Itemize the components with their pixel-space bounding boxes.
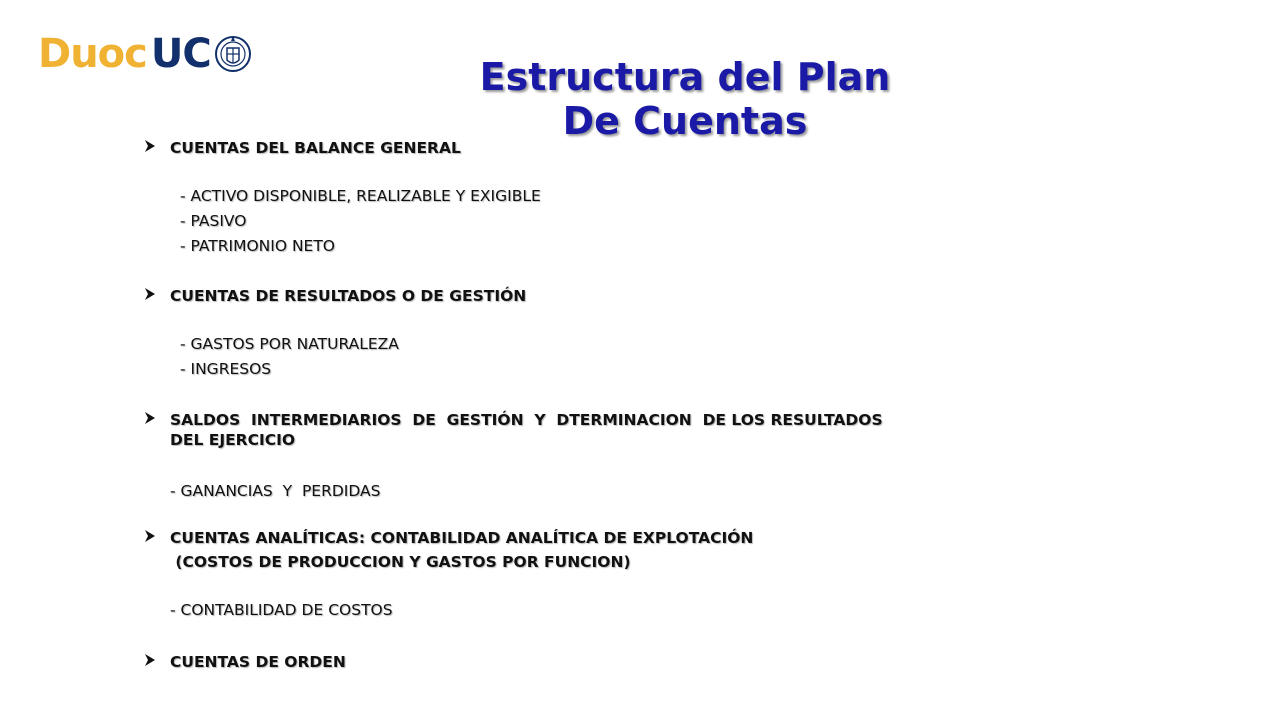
arrow-bullet-icon <box>144 529 156 543</box>
section-heading-line2: (COSTOS DE PRODUCCION Y GASTOS POR FUNCION) <box>170 553 631 571</box>
logo-text-duoc: Duoc <box>38 31 147 77</box>
list-item: - PASIVO <box>180 212 247 230</box>
section-heading: CUENTAS DE RESULTADOS O DE GESTIÓN <box>170 287 527 305</box>
section-heading-line1: SALDOS INTERMEDIARIOS DE GESTIÓN Y DTERMINACION DE LOS RESULTADOS <box>170 411 883 429</box>
arrow-bullet-icon <box>144 139 156 153</box>
section-heading: CUENTAS DE ORDEN <box>170 653 346 671</box>
list-item: - ACTIVO DISPONIBLE, REALIZABLE Y EXIGIBLE <box>180 187 541 205</box>
section-heading: CUENTAS DEL BALANCE GENERAL <box>170 139 461 157</box>
arrow-bullet-icon <box>144 287 156 301</box>
university-seal-icon <box>213 30 253 78</box>
logo-text-uc: UC <box>150 31 211 77</box>
list-item: - INGRESOS <box>180 360 272 378</box>
slide-title-line1: Estructura del Plan <box>479 55 891 99</box>
duocuc-logo <box>38 28 253 80</box>
arrow-bullet-icon <box>144 411 156 425</box>
list-item: - GASTOS POR NATURALEZA <box>180 335 399 353</box>
list-item: - PATRIMONIO NETO <box>180 237 336 255</box>
list-item: - CONTABILIDAD DE COSTOS <box>170 601 393 619</box>
section-heading-line1: CUENTAS ANALÍTICAS: CONTABILIDAD ANALÍTICA DE EXPLOTACIÓN <box>170 529 754 547</box>
section-heading-line2: DEL EJERCICIO <box>170 431 296 449</box>
slide-title <box>380 55 990 143</box>
slide-title-line2: De Cuentas <box>562 99 808 143</box>
list-item: - GANANCIAS Y PERDIDAS <box>170 482 381 500</box>
arrow-bullet-icon <box>144 653 156 667</box>
